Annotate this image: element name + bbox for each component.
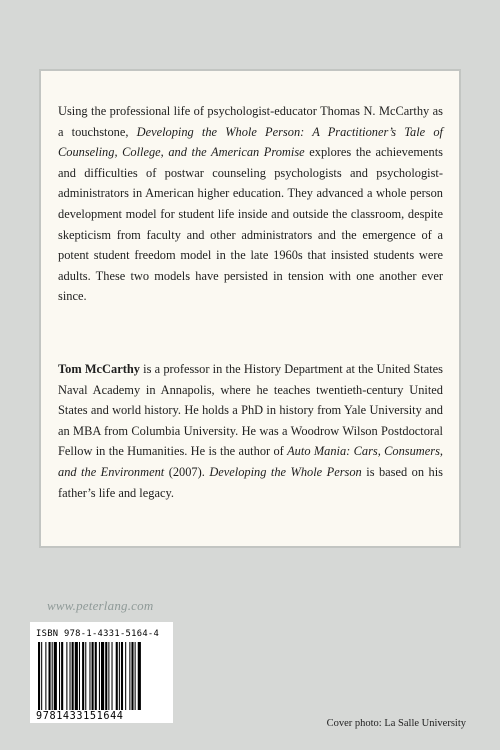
barcode-bar: [105, 642, 107, 710]
barcode-bar: [66, 642, 67, 710]
description-intro: Using the professional life of psychologist-educator Thomas N. McCarthy as a touchstone,: [58, 104, 443, 139]
barcode-bar: [135, 642, 136, 710]
isbn-barcode: [30, 622, 173, 723]
barcode-bar: [85, 642, 86, 710]
barcode-bar: [72, 642, 74, 710]
barcode-bar: [79, 642, 80, 710]
barcode-bar: [125, 642, 126, 710]
barcode-bar: [52, 642, 53, 710]
barcode-bar: [49, 642, 51, 710]
barcode-bar: [89, 642, 90, 710]
barcode-bar: [112, 642, 113, 710]
barcode-bar: [54, 642, 57, 710]
bio-book-title: Developing the Whole Person: [209, 464, 362, 479]
barcode-bar: [61, 642, 63, 710]
bio-closing: is based on his father’s life and legacy.: [58, 464, 443, 500]
description-body: explores the achievements and difficulties of postwar counseling psychologists and psychologist-administrators in American higher education. They advanced a whole person development model for student life inside and outside the classroom, despite skepticism from faculty and other administrators and the emergence of a potent student freedom model in the late 1960s that insisted students were adults. These two models have persisted in tension with one another ever since.: [58, 145, 443, 304]
bio-year: (2007).: [168, 464, 205, 479]
barcode-bar: [101, 642, 104, 710]
barcode-bar: [119, 642, 120, 710]
barcode-bar: [129, 642, 130, 710]
barcode-bar: [131, 642, 133, 710]
barcode-bar: [95, 642, 97, 710]
barcode-bar: [116, 642, 118, 710]
book-title: Developing the Whole Person: A Practitioner’s Tale of Counseling, College, and the American Promise: [58, 124, 443, 160]
barcode-bar: [70, 642, 71, 710]
barcode-bars: [36, 642, 167, 710]
barcode-bar: [82, 642, 84, 710]
bio-text: is a professor in the History Department at the United States Naval Academy in Annapolis, where he teaches twentieth-century United States and world history. He holds a PhD in history from Yale University and an MBA from Columbia University. He was a Woodrow Wilson Postdoctoral Fellow in the Humanities. He is the author of: [58, 362, 443, 459]
isbn-digits: 9781433151644: [36, 711, 124, 722]
barcode-bar: [38, 642, 40, 710]
author-name: Tom McCarthy: [58, 362, 140, 376]
barcode-bar: [99, 642, 100, 710]
barcode-bar: [92, 642, 94, 710]
barcode-bar: [59, 642, 60, 710]
barcode-bar: [138, 642, 141, 710]
isbn-label: ISBN 978-1-4331-5164-4: [36, 629, 160, 639]
barcode-bar: [41, 642, 42, 710]
publisher-url[interactable]: www.peterlang.com: [47, 598, 154, 613]
barcode-bar: [121, 642, 123, 710]
cover-photo-credit: Cover photo: La Salle University: [326, 718, 466, 729]
book-description: [58, 101, 443, 307]
barcode-bar: [45, 642, 46, 710]
barcode-bar: [108, 642, 109, 710]
barcode-bar: [75, 642, 78, 710]
other-book-title: Auto Mania: Cars, Consumers, and the Environment: [58, 444, 443, 479]
author-bio: [58, 359, 443, 503]
